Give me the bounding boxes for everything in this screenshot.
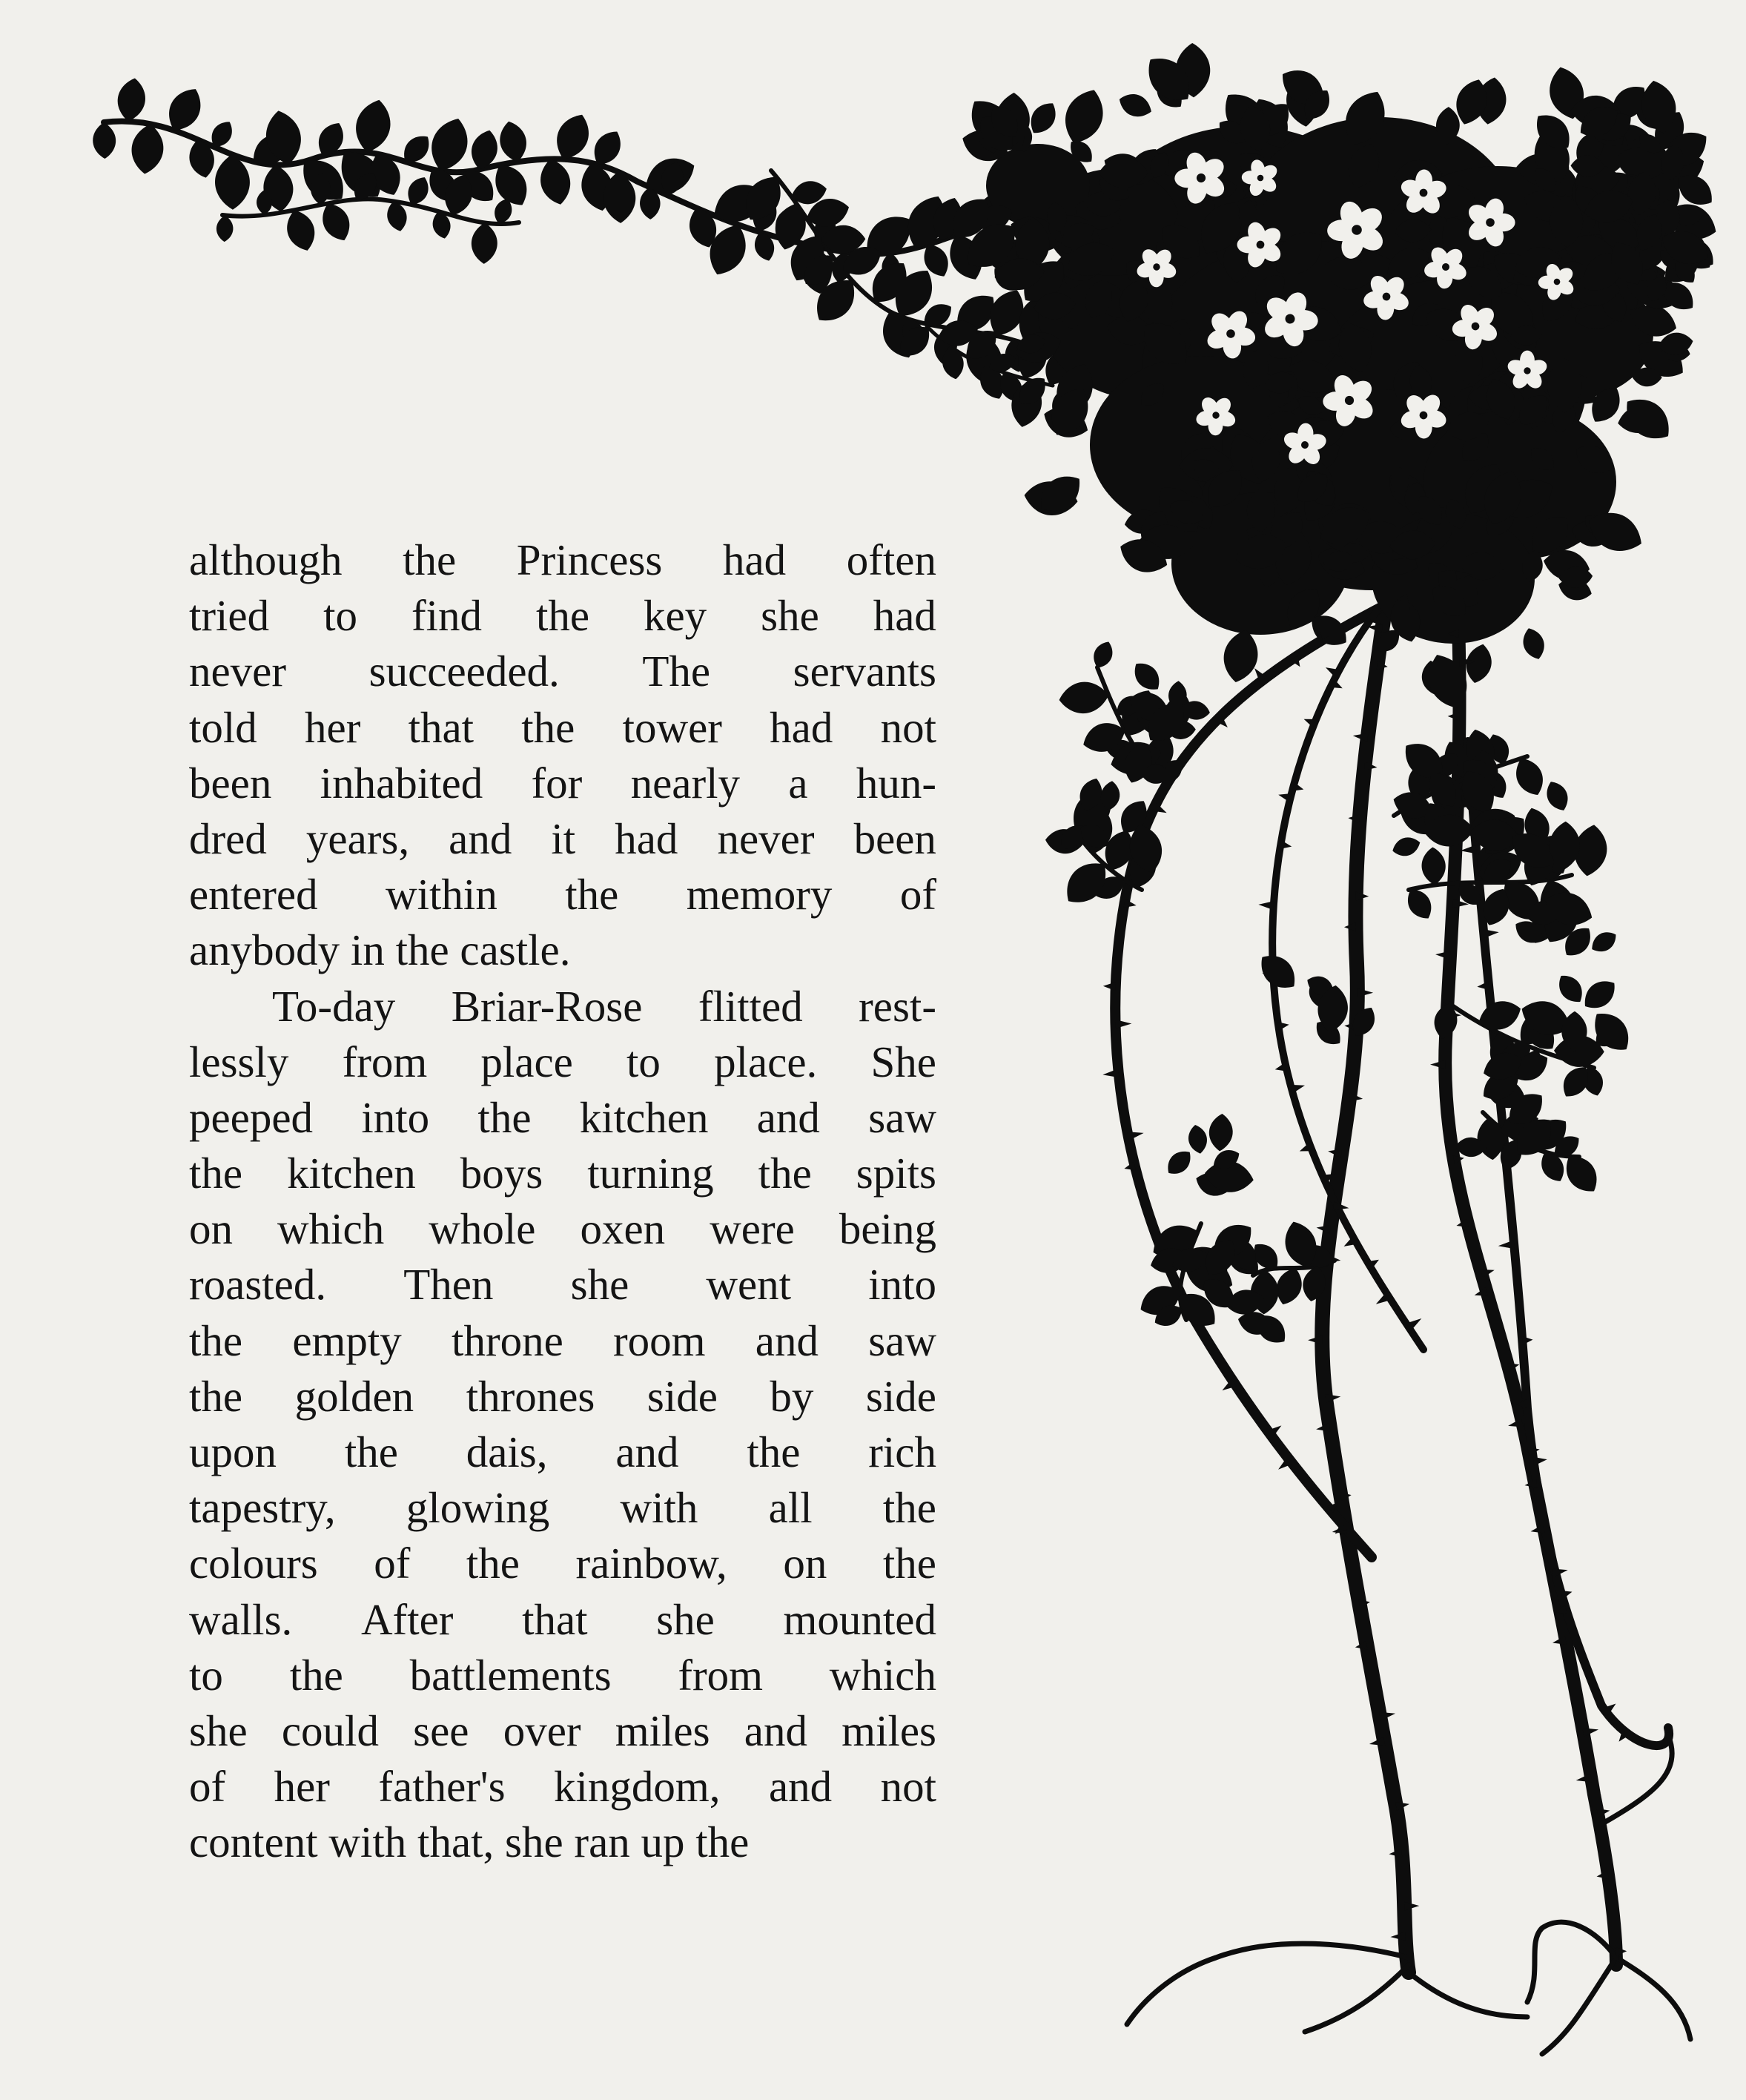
leaf-shape	[215, 154, 251, 210]
leaf-shape	[129, 122, 166, 176]
text-line: upon the dais, and the rich	[189, 1427, 936, 1476]
leaf-shape	[1519, 625, 1549, 662]
leaf-shape	[1253, 947, 1303, 997]
text-line: she could see over miles and miles	[189, 1706, 936, 1755]
thorn-shape	[1358, 988, 1373, 997]
root-stem	[1527, 1922, 1616, 2002]
leaf-shape	[1162, 1146, 1196, 1180]
thorn-shape	[1435, 950, 1451, 960]
thorn-shape	[1115, 1019, 1131, 1028]
text-line: lessly from place to place. She	[189, 1037, 936, 1086]
story-text	[189, 532, 936, 1871]
text-line: been inhabited for nearly a hun-	[189, 758, 936, 808]
text-line: To-day Briar-Rose flitted rest-	[272, 981, 936, 1031]
root-stem	[1127, 1944, 1409, 2024]
text-line: peeped into the kitchen and saw	[189, 1092, 936, 1142]
paragraph	[189, 532, 936, 979]
leaf-shape	[1089, 638, 1117, 672]
text-line: entered within the memory of	[189, 870, 936, 919]
text-line: the golden thrones side by side	[189, 1371, 936, 1421]
paragraph	[189, 979, 936, 1871]
leaf-shape	[1186, 1123, 1209, 1155]
text-line: anybody in the castle.	[189, 925, 571, 975]
leaf-shape	[114, 76, 148, 124]
text-line: of her father's kingdom, and not	[189, 1762, 936, 1812]
leaf-shape	[93, 122, 116, 159]
text-line: the empty throne room and saw	[189, 1315, 936, 1365]
leaf-shape	[1057, 84, 1111, 150]
root-stem	[1409, 1972, 1527, 2017]
thorn-shape	[1430, 1060, 1445, 1069]
leaf-shape	[1116, 89, 1156, 122]
leaf-shape	[1128, 657, 1166, 696]
root-stem	[1542, 1958, 1616, 2054]
leaf-shape	[1219, 627, 1262, 685]
text-line: tapestry, glowing with all the	[189, 1483, 936, 1533]
leaf-shape	[1578, 974, 1621, 1015]
leaf-shape	[1421, 847, 1446, 886]
text-line: content with that, she ran up the	[189, 1817, 750, 1867]
text-line: tried to find the key she had	[189, 591, 936, 641]
leaf-shape	[1542, 778, 1573, 815]
leaf-shape	[471, 222, 497, 264]
leaf-shape	[1208, 1113, 1234, 1152]
leaf-shape	[536, 156, 575, 208]
text-line: on which whole oxen were being	[189, 1204, 936, 1254]
root-stem	[1305, 1965, 1409, 2032]
thorn-shape	[1103, 982, 1116, 991]
text-line: roasted. Then she went into	[189, 1260, 936, 1310]
text-line: although the Princess had often	[189, 535, 936, 584]
leaf-shape	[1390, 833, 1423, 859]
leaf-shape	[1475, 995, 1525, 1035]
text-line: told her that the tower had not	[189, 702, 936, 752]
text-line: to the battlements from which	[189, 1650, 936, 1700]
text-line: the kitchen boys turning the spits	[189, 1149, 936, 1198]
root-stem	[1616, 1958, 1690, 2039]
leaf-shape	[351, 96, 396, 156]
leaf-shape	[1553, 970, 1589, 1008]
leaf-shape	[496, 119, 530, 165]
text-line: walls. After that she mounted	[189, 1594, 936, 1644]
leaf-shape	[1587, 927, 1621, 957]
text-line: never succeeded. The servants	[189, 647, 936, 696]
leaf-shape	[216, 215, 234, 242]
thorn-shape	[1522, 1335, 1533, 1345]
text-line: colours of the rainbow, on the	[189, 1539, 936, 1588]
text-line: dred years, and it had never been	[189, 813, 936, 863]
